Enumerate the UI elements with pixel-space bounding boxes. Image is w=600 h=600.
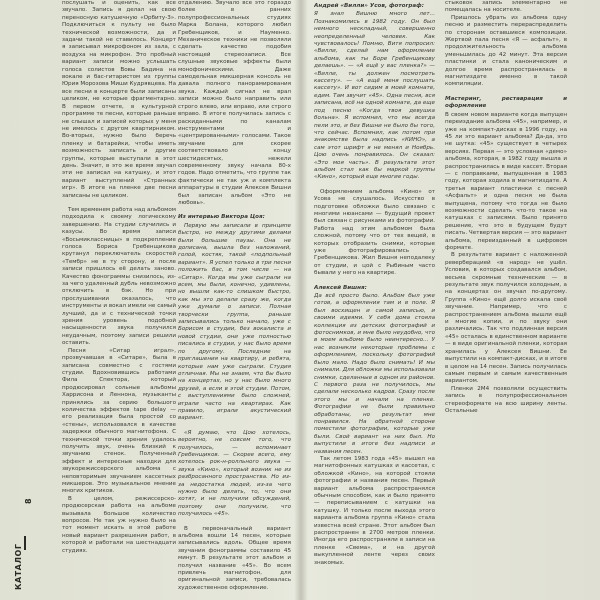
paragraph: В первоначальный вариант альбома вошли 14 песен, которые записывались вдоль. Общее время звучания фонограммы составило 45 минут. В результате этот альбом и получил название «45». Во всем привлечь магнитофон, для оригинальной записи, требовалась художественное оформление. [178,525,291,591]
paragraph: Оформлением альбома «Кино» от Усова не слушалось. Искусство в подготовке обложки было связано с многими нюансами — будущий проект был связан с рисунками из фотографии. Работа над этим альбомом была сложной, потому что от тех вещей, в которых отобразить снимки, которые уже фотографировались у Гребенщикова. Жил Вишня неподалеку от студии, и цой с Рыбиным часто бывали у него на квартире. [314,188,435,277]
paragraph: В целом, режиссерско-продюсерская работа на альбоме вызывала большое количество вопросов. Не так уж нужно было на тот момент искать в этой работе новый вариант разрешения работ, в которой и работали на шестнадцати студиях. [62,495,176,554]
section-heading: Андрей «Вилли» Усов, фотограф: [314,3,424,9]
text-column-2 [178,0,291,592]
paragraph: отдалению. Звучало все это гораздо более в ранних полупрофессиональных студиях Марка Болана, которого любил Гребенщиков, и Науменко. Механическое техники не позволяли сделать качество подобия настоящей стереозаписи. Все слушные звуковые эффекты были монофоническими. Даже самодельная микшерная консоль не давала полного панорамирования звука. Каждый сигнал не врал записи можно было направить или строго влево, или вправо, или строго вправо. В итоге получилась запись с раскиданными по каналам инструментами и «центрированными» голосами. Такое звучание для скорее соответствовало концу шестидесятых, нежели современному звуку начала 80-х годов. Надо отметить, что группе так фактически не так уж и комплекта аппаратуры в студии Алексея Вишни был записан альбом «Это не любовь». [178,0,291,206]
paragraph: Пленки 2M4 позволяли осуществить запись в полупрофессиональном стереоформате на всю ширину ленты. Остальные [445,385,567,414]
text-column-1 [62,0,176,592]
interview-quote: «Я думаю, что Цою хотелось, вероятно, не совсем того, что получилось, — вспоминает Гребенщиков. — Скорее всего, ему хотелось рок-н-ролльного звука — звука «Кино», который возник не из разбросанного пространства. Но из-за недостатка людей, из-за чего нужно было делать, то, что они хотят, и не получили обсуждений, поэтому они получили, что получилось «45». [178,429,291,518]
paragraph: В результате вариант с наложенной реверберацией «в народ» не ушёл. Условия, в которых создавался альбом, весьма скромные технические — в результате звук получился холодным, а на концертах он звучал по-другому. Группа «Кино» ещё долго искала своё звучание. Например, что с распространением альбома вышли ещё и многие копии, и по звуку они различались. Так что подлинная версия «45» осталась в единственном варианте — в виде оригинальной пленки, которая хранилась у Алексея Вишни. Ее выпустили на компакт-дисках, и в итоге в целом на 14 песен. Запись получилась самым первым и самым качественным вариантом. [445,252,567,385]
section-heading: Алексей Вишня: [314,284,367,291]
section-heading: Мастеринг, реставрация и оформление [445,95,567,110]
paragraph: В своем новом варианте когда выпущен переиздание альбома «45», например, и уже на компакт-дисках в 1996 году, на 45 ли это вариант альбома? Да-да, это не шутка: «45» существует в четырех версиях. Первая — это условная «демо» альбома, которая, в 1982 году вышла и распространилась в виде кассет. Вторая — с поправками, выпущенная в 1983 году, которая ходила в магнитиздате. А третья вариант пластинки с песней «Асфальт» и одна песня не была выпущена, потому что тогда не было возможности сделать что-то такое на катушках с записями. Было принято решение, что это в будущем будут писать. Четвертая версия — это вариант альбома, переизданный в цифровом формате. [445,111,567,251]
paragraph: стыковок запись элементарно не помещалась на носителе. [445,0,567,14]
section-heading: Из интервью Виктора Цоя: [178,214,265,221]
paragraph: Так летом 1983 года «45» вышел на магнитофонных катушках и кассетах, с обложкой «Кино», на которой стояли фотографии и названия песен. Первый вариант альбома распространялся обычным способом, как и было принято — переписыванием с катушки на катушку. И только после выхода этого варианта альбома группа «Кино» стала известна всей стране. Этот альбом был распространен в 2700 метров пленки. Иногда его распространяли в записи на пленке «Свема», и на другой выкупленной ленте через своих знакомых. [314,455,435,566]
text-column-3 [314,0,435,592]
paragraph: Песня «Ситар играл», прозвучавшая в «Ситаре», была в записана совместно с гостями студии. Вдохновившись работами Фила Спектора, который продюсировал сольные альбомы Харрисона и Леннона, музыканты принялись за серию большого количества эффектов tape delay — его реализация была простой со «стены», использовался в качестве задержки обычного магнитофона. С технической точки зрения удалось получить звук, очень близкий к звучанию стенок. Полученный эффект и интересные находки для звукорежиссерского альбома с неповторимым звучанием кассетных микшеров. Это музыкальное мнение многих критиков. [62,347,176,495]
page-gutter [294,0,308,600]
margin-rule [24,536,26,550]
paragraph: послушать и оценить, как все звучало. Запись я делал на свою переносную катушечную «Орбиту-3». Подключиться к пульту не было технической возможности, да и задачи такой не ставилось. Концерт я записывал микрофоном из зала, с воздуха на микрофон. Это пробный вариант записи можно услышать голоса солистов Вовы Бадина на вокале и бас-гитаристом из группы Юрия Морозова Миши Кудрявцева. На все песни в концерте были записаны целиком, не которые фрагментарно. В первом отчете, в культурной программе те песни, которые раньше не слышал и записей которых у меня не имелось с другом квартирником. Во-вторых, нужно было беречь пленку и батарейки, чтобы иметь возможность записать и другие группы, которые выступали в этот день. Значит, в это же время звучал эти не записал на катушку, и этот вариант выступлений «Странных игр». В итоге на пленке две песни записаны не целиком. [62,0,176,199]
paragraph: Тем временем работа над альбомом подходила к своему логическому завершению. На студии случились и казусы. Во время записи «Восьмиклассницы» в подкрепление голоса Бориса Гребенщикова крутанул переключатель скоростей «Тембр» не в ту сторону, и после записи пришлось её делать заново. Качество фонограммы снизилось, из-за чего удаленный дубль невозможно отключить в бэк. Но при прослушивании оказалось, что инструменты и вокал имели не самый лучший, да и с технической точки зрения уровень подобной насыщенности звука получился неудачным, поэтому записи решили оставить. [62,206,176,347]
page-number: 8 [24,498,33,504]
running-header: КАТАЛОГ [14,543,23,590]
interview-quote: Первую мы записали в принципе быстро, но между другими делами были большие паузы. Она не дописана, вышла без наложений, голой, костяк, такой «подпольный вариант». Я успел только в три песни положить бас, в том числе — на «Ситар». Когда мы уже сыграли на всем, мы были, конечно, удивлены, но вышли как-то слишком быстро, как мы это делали сразу же, когда уже думали о записи. Полная творчески группа, раньше записывались только начало, уже с Борисом в студии, без вокалиста и новой студии, они уже полностью писались в студии, у нас было время по другому. Последние на приглашения на квартиру, и ребята, которые нам уже сыграли. Студия отличная. Мы не знаем, что бы было на концертах, но у нас было много друзей, а если в этой студии. Потом, с выступлениями было сложней, играли часто на квартирах. Как правило, играли акустический вариант. [178,222,291,422]
interview-quote: Да всё просто было. Альбом был уже готов, а оформления там и в поле. Я был восхищен и самой записью, и своими идеями. У себя дома стояла коллекция из детских фотографий и фотоснимков, и мне было неудобно, что в моем альбоме было неинтересно... У нас возникли некоторые проблемы с оформлением, поскольку фотографий было мало. Надо было снимать! И мы снимали. Для обложки мы использовали снимки, сделанные в одном из районов. С первого раза не получилось, мы сделали несколько кадров. Сразу после этого мы и начали на пленке. Фотографии не были правильно обработаны, но результат мне понравился. На обратной стороне поместили фотографии, которые уже были. Свой вариант на них был. Но выпустили в итоге без надписи и названия песен. [314,293,435,455]
paragraph: Пришлось убрать из альбома одну песню и разместить перераспределить по сторонам оставшиеся композиции. Жертвой пала песня «Я — асфальт», в продолжительность альбома уменьшилась до 42 минут. Эта версия пластинки и стала каноническим и долгое время распространялась в магнитиздате именно в такой компиляции. [445,14,567,88]
interview-quote: Я знал Вишню много лет... Познакомились в 1982 году. Он был немного нескладный, совершенно неопределенный человек. Как чувствовалось! Помню, Витя попросил: «Вилли, сделай нам оформление альбома, как ты Борe Гребенщикову делаешь». — «А ещё у вас пленка?» — «Вилли, ты должен посмотреть кассету». — «А ещё меня послушать кассету». И вот сидим в моей комнате, едим. Там звучит «45». Одна песня, вся записана, всё на одной комнате, да еще под песню «Когда твоя девушка больна». Я вспомнил, что мы всегда пели это, и без Вишни не было бы того, что сейчас. Вспомнил, как потом при знакомстве была надпись «КИНО», а сам этот шрифт я не менял и Ноябрь. Цою очень понравилось. Он сказал: «Это моя часть». В результате этот альбом стал как бы маркой группы «Кино», который еще многие годы. [314,11,435,181]
text-column-4 [445,0,567,592]
